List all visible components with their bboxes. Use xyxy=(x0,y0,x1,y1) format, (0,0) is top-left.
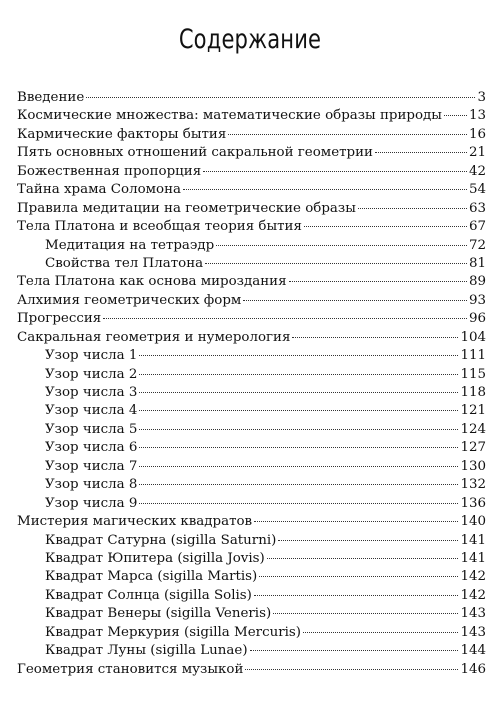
toc-entry-page-number: 146 xyxy=(460,661,486,677)
toc-entry[interactable] xyxy=(17,163,486,181)
toc-entry-label: Сакральная геометрия и нумерология xyxy=(17,329,291,345)
dot-leader xyxy=(139,429,458,430)
toc-entry-page-number: 130 xyxy=(460,458,486,474)
toc-entry-label: Медитация на тетраэдр xyxy=(45,237,215,253)
dot-leader xyxy=(139,392,458,393)
toc-entry[interactable] xyxy=(17,642,486,660)
table-of-contents xyxy=(17,89,486,679)
dot-leader xyxy=(358,208,467,209)
dot-leader xyxy=(273,613,458,614)
dot-leader xyxy=(139,466,458,467)
toc-entry-page-number: 115 xyxy=(460,366,486,382)
toc-entry-label: Узор числа 3 xyxy=(45,385,138,400)
toc-entry[interactable] xyxy=(17,292,486,310)
toc-entry-label: Правила медитации на геометрические образы xyxy=(17,200,356,216)
toc-entry-page-number: 16 xyxy=(468,126,486,142)
toc-entry-page-number: 142 xyxy=(460,569,486,585)
toc-entry-page-number: 118 xyxy=(460,385,486,400)
dot-leader xyxy=(259,576,458,577)
toc-entry-page-number: 54 xyxy=(468,182,486,198)
toc-entry[interactable] xyxy=(17,550,486,568)
dot-leader xyxy=(267,558,459,559)
toc-entry-page-number: 141 xyxy=(460,550,486,566)
toc-entry-label: Алхимия геометрических форм xyxy=(17,292,242,308)
dot-leader xyxy=(139,374,458,375)
toc-entry-page-number: 63 xyxy=(468,200,486,216)
page-title: Содержание xyxy=(178,24,322,55)
toc-entry-page-number: 144 xyxy=(460,643,486,659)
toc-entry-label: Божественная пропорция xyxy=(17,163,202,179)
toc-entry-page-number: 140 xyxy=(460,514,486,530)
toc-entry-label: Квадрат Меркурия (sigilla Mercuris) xyxy=(45,624,301,640)
toc-entry-label: Узор числа 1 xyxy=(45,348,138,364)
toc-entry[interactable] xyxy=(17,347,486,365)
toc-entry-label: Кармические факторы бытия xyxy=(17,126,227,142)
toc-entry-label: Прогрессия xyxy=(17,311,102,327)
toc-entry[interactable] xyxy=(17,273,486,291)
toc-entry-label: Узор числа 8 xyxy=(45,477,138,493)
toc-entry-page-number: 104 xyxy=(460,329,486,345)
toc-entry-label: Узор числа 5 xyxy=(45,421,138,437)
toc-entry[interactable] xyxy=(17,200,486,218)
toc-entry[interactable] xyxy=(17,126,486,144)
toc-entry[interactable] xyxy=(17,181,486,199)
toc-entry-label: Квадрат Юпитера (sigilla Jovis) xyxy=(45,550,265,566)
toc-entry-page-number: 96 xyxy=(468,311,486,327)
toc-entry[interactable] xyxy=(17,458,486,476)
toc-entry[interactable] xyxy=(17,439,486,457)
toc-entry-page-number: 21 xyxy=(468,145,486,161)
dot-leader xyxy=(205,263,467,264)
toc-entry[interactable] xyxy=(17,329,486,347)
dot-leader xyxy=(139,410,458,411)
toc-entry-label: Узор числа 6 xyxy=(45,440,138,456)
dot-leader xyxy=(444,115,467,116)
toc-entry-page-number: 142 xyxy=(460,587,486,603)
toc-entry[interactable] xyxy=(17,476,486,494)
toc-entry-page-number: 136 xyxy=(460,495,486,511)
dot-leader xyxy=(86,97,475,98)
toc-entry-label: Тела Платона и всеобщая теория бытия xyxy=(17,219,302,235)
toc-entry[interactable] xyxy=(17,107,486,125)
dot-leader xyxy=(304,226,467,227)
toc-entry-page-number: 93 xyxy=(468,292,486,308)
toc-entry-label: Квадрат Луны (sigilla Lunae) xyxy=(45,643,248,659)
toc-entry-label: Свойства тел Платона xyxy=(45,255,204,271)
dot-leader xyxy=(243,300,467,301)
toc-entry-label: Пять основных отношений сакральной геометрии xyxy=(17,145,373,161)
toc-entry-label: Квадрат Марса (sigilla Martis) xyxy=(45,569,258,585)
toc-entry[interactable] xyxy=(17,587,486,605)
toc-entry-page-number: 13 xyxy=(468,108,486,124)
dot-leader xyxy=(139,503,458,504)
dot-leader xyxy=(216,245,467,246)
toc-entry[interactable] xyxy=(17,237,486,255)
dot-leader xyxy=(228,134,467,135)
toc-entry[interactable] xyxy=(17,661,486,679)
toc-entry-label: Мистерия магических квадратов xyxy=(17,514,253,530)
toc-entry-page-number: 127 xyxy=(460,440,486,456)
toc-entry-page-number: 3 xyxy=(477,90,486,105)
toc-entry[interactable] xyxy=(17,89,486,107)
toc-entry[interactable] xyxy=(17,384,486,402)
toc-entry-label: Узор числа 2 xyxy=(45,366,138,382)
toc-entry[interactable] xyxy=(17,402,486,420)
toc-entry-page-number: 89 xyxy=(468,274,486,290)
toc-entry[interactable] xyxy=(17,310,486,328)
toc-entry[interactable] xyxy=(17,255,486,273)
dot-leader xyxy=(139,447,458,448)
dot-leader xyxy=(245,669,458,670)
dot-leader xyxy=(278,540,458,541)
toc-entry-label: Узор числа 9 xyxy=(45,495,138,511)
dot-leader xyxy=(292,337,458,338)
toc-entry-label: Тела Платона как основа мироздания xyxy=(17,274,287,290)
dot-leader xyxy=(139,355,458,356)
toc-entry[interactable] xyxy=(17,605,486,623)
dot-leader xyxy=(303,632,458,633)
toc-entry-page-number: 143 xyxy=(460,624,486,640)
dot-leader xyxy=(183,189,467,190)
dot-leader xyxy=(254,595,459,596)
toc-entry[interactable] xyxy=(17,495,486,513)
dot-leader xyxy=(254,521,458,522)
dot-leader xyxy=(103,318,467,319)
toc-entry-label: Космические множества: математические образы природы xyxy=(17,108,442,124)
toc-entry-label: Геометрия становится музыкой xyxy=(17,661,244,677)
toc-entry[interactable] xyxy=(17,513,486,531)
toc-entry[interactable] xyxy=(17,532,486,550)
toc-entry-page-number: 132 xyxy=(460,477,486,493)
dot-leader xyxy=(203,171,467,172)
toc-entry-label: Квадрат Сатурна (sigilla Saturni) xyxy=(45,532,277,548)
toc-entry-label: Квадрат Венеры (sigilla Veneris) xyxy=(45,606,272,622)
dot-leader xyxy=(139,484,458,485)
toc-entry-label: Тайна храма Соломона xyxy=(17,182,182,198)
toc-entry[interactable] xyxy=(17,366,486,384)
dot-leader xyxy=(289,281,467,282)
toc-entry-label: Узор числа 4 xyxy=(45,403,138,419)
toc-entry-label: Квадрат Солнца (sigilla Solis) xyxy=(45,587,252,603)
toc-entry[interactable] xyxy=(17,568,486,586)
toc-entry-page-number: 143 xyxy=(460,606,486,622)
toc-entry-label: Узор числа 7 xyxy=(45,458,138,474)
toc-entry-page-number: 111 xyxy=(460,348,486,364)
toc-entry-page-number: 121 xyxy=(460,403,486,419)
dot-leader xyxy=(250,650,459,651)
toc-entry-page-number: 141 xyxy=(460,532,486,548)
dot-leader xyxy=(375,152,467,153)
toc-entry[interactable] xyxy=(17,624,486,642)
toc-entry[interactable] xyxy=(17,421,486,439)
toc-entry-page-number: 81 xyxy=(468,255,486,271)
toc-entry[interactable] xyxy=(17,144,486,162)
toc-entry-page-number: 42 xyxy=(468,163,486,179)
toc-entry[interactable] xyxy=(17,218,486,236)
toc-entry-page-number: 124 xyxy=(460,421,486,437)
toc-entry-page-number: 67 xyxy=(468,219,486,235)
toc-entry-page-number: 72 xyxy=(468,237,486,253)
toc-entry-label: Введение xyxy=(17,90,85,105)
